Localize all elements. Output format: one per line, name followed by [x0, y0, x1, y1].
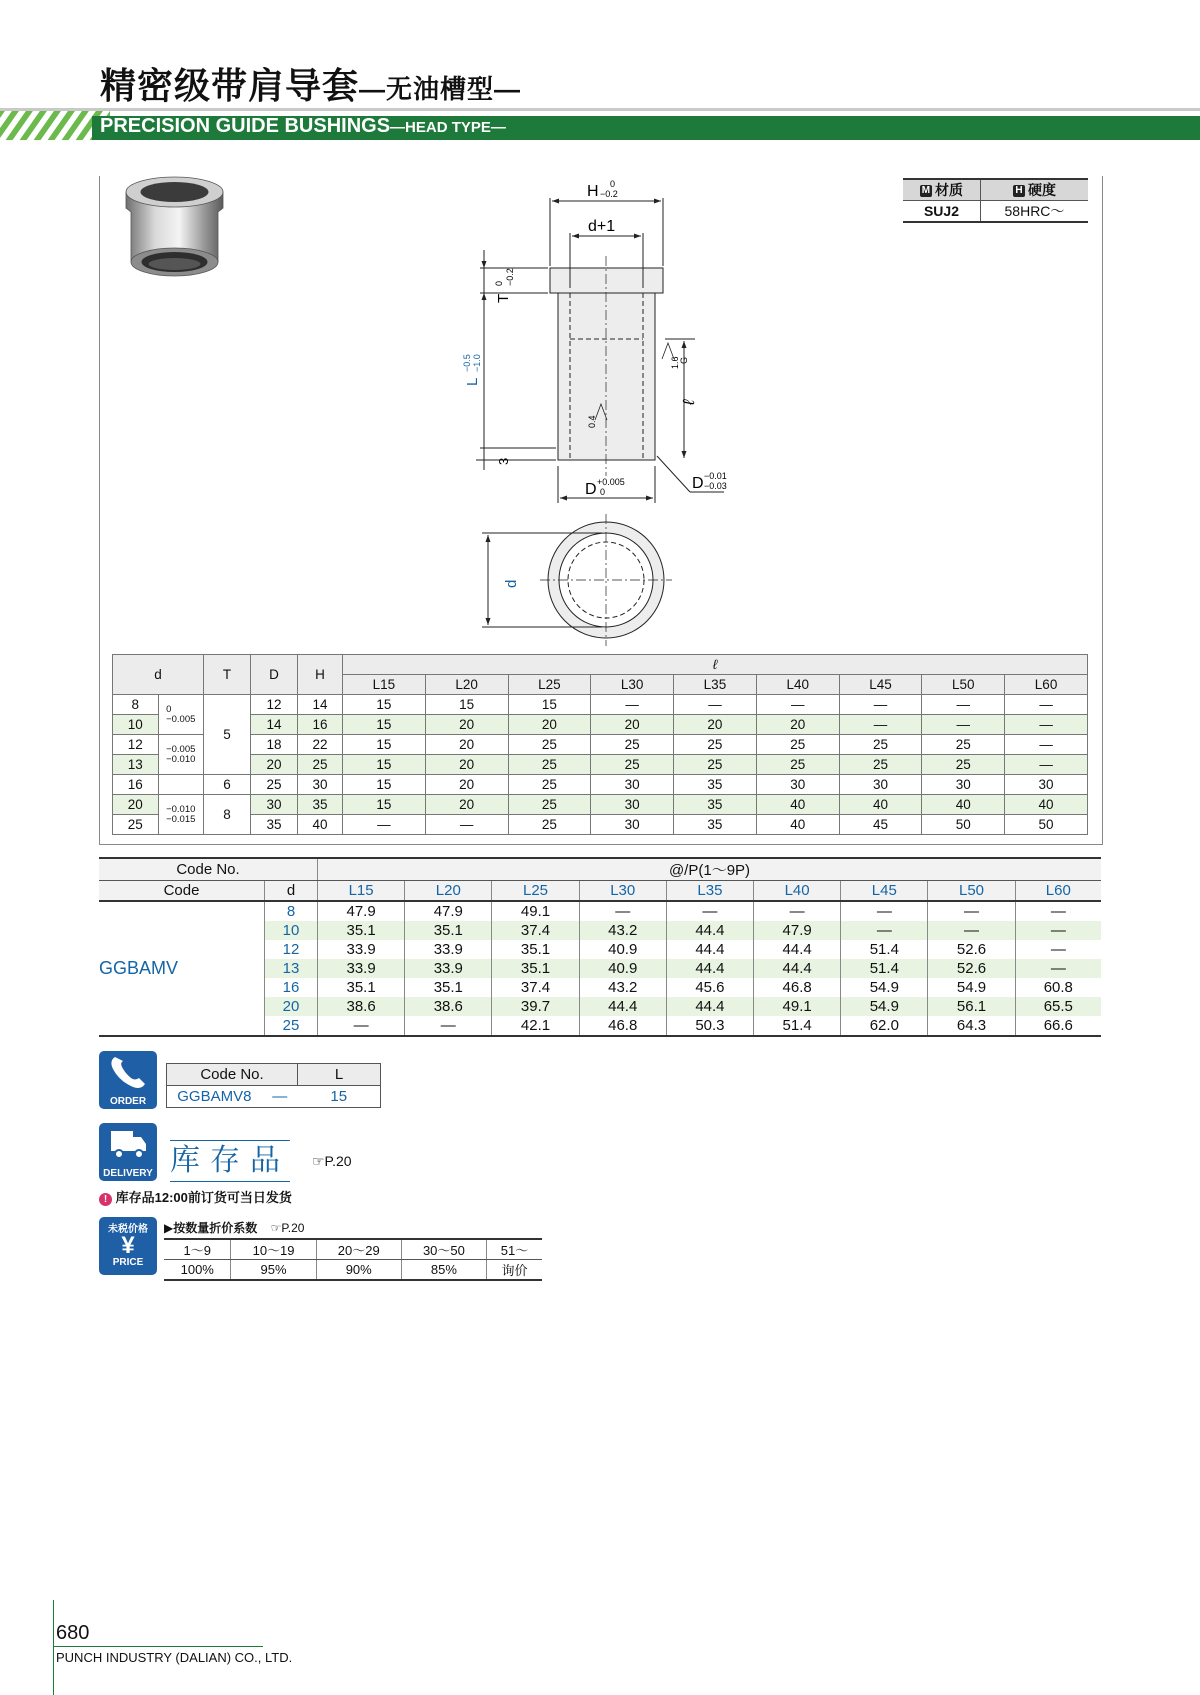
dim-cell-ell: 20: [425, 755, 508, 775]
price-cell: —: [579, 901, 666, 921]
dim-cell-ell: 40: [756, 815, 839, 835]
price-cell: 35.1: [405, 978, 492, 997]
price-icon-label: PRICE: [112, 1257, 144, 1268]
price-cell: 35.1: [492, 959, 579, 978]
dim-cell-ell: 20: [674, 715, 757, 735]
phone-icon: [99, 1051, 157, 1093]
dim-cell-ell: 20: [425, 715, 508, 735]
dim-lcol-header: L35: [674, 675, 757, 695]
price-cell: 40.9: [579, 940, 666, 959]
price-cell-d: 12: [265, 940, 318, 959]
dm-dim-label: D: [692, 475, 704, 492]
dim-header-H: H: [298, 655, 343, 695]
dim-cell-H: 14: [298, 695, 343, 715]
bushing-photo: [122, 174, 227, 289]
price-cell: 44.4: [754, 959, 841, 978]
price-lcol-header: L20: [405, 881, 492, 902]
order-l-example: 15: [298, 1086, 381, 1108]
material-table: [903, 178, 1088, 223]
company-name: PUNCH INDUSTRY (DALIAN) CO., LTD.: [56, 1650, 293, 1665]
dim-cell-H: 30: [298, 775, 343, 795]
price-cell: 54.9: [841, 978, 928, 997]
discount-qty-cell: 1～9: [164, 1239, 231, 1260]
price-cell-d: 25: [265, 1016, 318, 1036]
material-badge: M: [921, 185, 931, 197]
price-cell: 52.6: [928, 940, 1015, 959]
price-cell: 46.8: [579, 1016, 666, 1036]
price-cell-d: 16: [265, 978, 318, 997]
price-cell: 44.4: [666, 997, 753, 1016]
dp-dim-label: D: [585, 481, 597, 498]
price-lcol-header: L50: [928, 881, 1015, 902]
material-header: [903, 179, 980, 201]
price-cell: —: [405, 1016, 492, 1036]
dim-cell-D: 12: [251, 695, 298, 715]
dim-cell-ell: 25: [839, 755, 922, 775]
dim-cell-ell: 30: [922, 775, 1005, 795]
dim-cell-D: 20: [251, 755, 298, 775]
price-cell: —: [1015, 940, 1101, 959]
dim-header-D: D: [251, 655, 298, 695]
dim-cell-d: 8: [113, 695, 159, 715]
price-header-code: Code: [99, 881, 265, 902]
dim-cell-ell: 25: [591, 755, 674, 775]
dim-table-row: [113, 715, 1088, 735]
l-tol-top: −0.5: [462, 354, 472, 372]
dim-cell-d: 16: [113, 775, 159, 795]
price-cell-d: 20: [265, 997, 318, 1016]
price-cell: 50.3: [666, 1016, 753, 1036]
price-cell: 47.9: [754, 921, 841, 940]
discount-title: [164, 1219, 304, 1236]
tolerance-bottom: −0.005: [166, 713, 196, 725]
dim-cell-ell: 15: [425, 695, 508, 715]
dim-cell-D: 18: [251, 735, 298, 755]
bushing-drawing: [440, 176, 760, 646]
dim-cell-ell: 15: [343, 695, 426, 715]
dim-cell-ell: 25: [508, 775, 591, 795]
price-cell: 44.4: [666, 921, 753, 940]
dim-table-row: [113, 815, 1088, 835]
l-dim-label: L: [464, 377, 481, 386]
order-icon: [99, 1051, 157, 1109]
price-icon: [99, 1217, 157, 1275]
hardness-header-label: 硬度: [1027, 182, 1056, 198]
delivery-icon-label: DELIVERY: [103, 1168, 153, 1179]
price-lcol-header: L60: [1015, 881, 1101, 902]
price-cell: 54.9: [928, 978, 1015, 997]
price-lcol-header: L30: [579, 881, 666, 902]
price-cell: 35.1: [492, 940, 579, 959]
hardness-badge: H: [1013, 185, 1025, 197]
dim-cell-ell: —: [839, 715, 922, 735]
price-cell: 39.7: [492, 997, 579, 1016]
price-cell: 37.4: [492, 921, 579, 940]
price-header-unit: @/P(1～9P): [318, 858, 1102, 881]
price-cell: 60.8: [1015, 978, 1101, 997]
ell-dim-label: ℓ: [681, 399, 698, 405]
price-cell: 51.4: [841, 940, 928, 959]
dim-cell-ell: 15: [343, 735, 426, 755]
dim-cell-ell: 35: [674, 815, 757, 835]
stock-note: [99, 1187, 292, 1206]
footer-rule-vertical: [53, 1600, 54, 1695]
dim-cell-ell: 15: [343, 755, 426, 775]
dim-cell-ell: 30: [756, 775, 839, 795]
title-en-sub: —HEAD TYPE—: [390, 119, 506, 136]
order-code-example: [167, 1086, 298, 1108]
dim-cell-ell: —: [674, 695, 757, 715]
page-title-cn: [100, 58, 521, 109]
dim-cell-ell: 45: [839, 815, 922, 835]
discount-qty-cell: 10～19: [231, 1239, 316, 1260]
tolerance-bottom: −0.010: [166, 753, 196, 765]
dim-cell-H: 22: [298, 735, 343, 755]
dimension-table: [112, 654, 1088, 835]
order-dash: —: [272, 1088, 288, 1105]
dim-cell-ell: 35: [674, 775, 757, 795]
small-d-label: d: [503, 579, 520, 588]
dim-cell-ell: —: [343, 815, 426, 835]
roughness-g: G: [679, 356, 689, 364]
price-cell: 51.4: [754, 1016, 841, 1036]
hardness-header: [980, 179, 1088, 201]
t-tol-bot: −0.2: [505, 268, 515, 286]
dim-cell-D: 14: [251, 715, 298, 735]
dim-cell-d: 20: [113, 795, 159, 815]
price-cell: —: [1015, 921, 1101, 940]
stock-ref-link[interactable]: ☞P.20: [312, 1153, 352, 1169]
price-cell: —: [318, 1016, 405, 1036]
stock-title: 库存品: [170, 1140, 290, 1182]
price-cell: 45.6: [666, 978, 753, 997]
price-header-d: d: [265, 881, 318, 902]
dim-lcol-header: L25: [508, 675, 591, 695]
dim-cell-ell: 20: [591, 715, 674, 735]
dim-cell-tolerance-empty: [158, 775, 204, 795]
tolerance-stack: [166, 745, 195, 765]
price-cell: 43.2: [579, 921, 666, 940]
dim-cell-ell: 40: [1005, 795, 1088, 815]
price-cell: —: [754, 901, 841, 921]
price-cell: 56.1: [928, 997, 1015, 1016]
price-lcol-header: L35: [666, 881, 753, 902]
price-lcol-header: L40: [754, 881, 841, 902]
price-cell: 64.3: [928, 1016, 1015, 1036]
dim-cell-ell: 25: [508, 795, 591, 815]
price-cell: 44.4: [666, 959, 753, 978]
truck-icon: [99, 1123, 157, 1165]
roughness-inner: 0.4: [587, 415, 597, 428]
price-cell: —: [841, 901, 928, 921]
dim-lcol-header: L30: [591, 675, 674, 695]
dim-cell-ell: 40: [756, 795, 839, 815]
dim-cell-ell: 25: [508, 815, 591, 835]
delivery-icon: [99, 1123, 157, 1181]
price-cell-d: 13: [265, 959, 318, 978]
price-cell: 33.9: [405, 959, 492, 978]
price-cell: 46.8: [754, 978, 841, 997]
dim-cell-H: 35: [298, 795, 343, 815]
price-cell: 38.6: [405, 997, 492, 1016]
price-icon-top: 未税价格: [108, 1224, 148, 1235]
dim-cell-ell: —: [425, 815, 508, 835]
price-cell: —: [928, 921, 1015, 940]
tolerance-bottom: −0.015: [166, 813, 196, 825]
dm-tol-bot: −0.03: [704, 481, 727, 491]
price-cell: —: [666, 901, 753, 921]
dim-lcol-header: L45: [839, 675, 922, 695]
dim-cell-D: 25: [251, 775, 298, 795]
discount-qty-cell: 51～: [486, 1239, 542, 1260]
price-cell: —: [928, 901, 1015, 921]
price-cell: 35.1: [318, 921, 405, 940]
tolerance-stack: [166, 805, 195, 825]
dim-lcol-header: L20: [425, 675, 508, 695]
dim-cell-ell: 15: [343, 795, 426, 815]
dim-cell-tolerance: [158, 695, 204, 735]
dim-cell-ell: 30: [591, 815, 674, 835]
price-lcol-header: L45: [841, 881, 928, 902]
order-example-table: [166, 1063, 381, 1108]
price-cell: 47.9: [405, 901, 492, 921]
dim-cell-H: 16: [298, 715, 343, 735]
dim-cell-ell: 20: [425, 735, 508, 755]
price-cell: 62.0: [841, 1016, 928, 1036]
dim-cell-d: 10: [113, 715, 159, 735]
tolerance-top: 0: [166, 703, 172, 715]
order-code: GGBAMV8: [177, 1088, 252, 1105]
roughness-outer: 1.6: [670, 356, 680, 369]
title-cn-sub: —无油槽型—: [359, 74, 522, 104]
dim-cell-ell: 15: [343, 715, 426, 735]
tolerance-top: −0.005: [166, 743, 196, 755]
dim-cell-ell: 30: [839, 775, 922, 795]
price-cell: 33.9: [318, 959, 405, 978]
dim-cell-H: 25: [298, 755, 343, 775]
price-cell: 38.6: [318, 997, 405, 1016]
dim-cell-ell: 25: [508, 735, 591, 755]
dim-cell-ell: 40: [922, 795, 1005, 815]
dim-cell-ell: —: [1005, 735, 1088, 755]
l-tol-bot: −1.0: [472, 354, 482, 372]
price-code: GGBAMV: [99, 901, 265, 1036]
price-cell: 52.6: [928, 959, 1015, 978]
tolerance-top: −0.010: [166, 803, 196, 815]
dim-cell-t: 5: [204, 695, 251, 775]
dim-table-row: [113, 795, 1088, 815]
price-cell: 54.9: [841, 997, 928, 1016]
price-cell: 35.1: [405, 921, 492, 940]
discount-table: [164, 1238, 542, 1281]
h-tol-top: 0: [610, 179, 616, 189]
dp-tol-bot: 0: [600, 487, 606, 497]
price-cell: 47.9: [318, 901, 405, 921]
order-header-codeno: Code No.: [167, 1064, 298, 1086]
discount-qty-cell: 20～29: [316, 1239, 401, 1260]
order-header-l: L: [298, 1064, 381, 1086]
dim-cell-ell: 15: [508, 695, 591, 715]
dim-table-row: [113, 735, 1088, 755]
price-cell: —: [841, 921, 928, 940]
dim-cell-ell: —: [839, 695, 922, 715]
dim-cell-ell: 30: [591, 775, 674, 795]
price-cell: 42.1: [492, 1016, 579, 1036]
price-header-codeno: Code No.: [99, 858, 318, 881]
price-table: [99, 857, 1101, 1037]
dim-header-d: d: [113, 655, 204, 695]
alert-icon: !: [99, 1193, 112, 1206]
t-tol-top: 0: [494, 280, 504, 286]
dim-lcol-header: L50: [922, 675, 1005, 695]
dim-header-t: T: [204, 655, 251, 695]
dim-cell-ell: 25: [674, 755, 757, 775]
dim-cell-ell: 25: [508, 755, 591, 775]
price-cell: 51.4: [841, 959, 928, 978]
tolerance-stack: [166, 705, 195, 725]
price-cell: 44.4: [666, 940, 753, 959]
price-cell-d: 8: [265, 901, 318, 921]
footer-rule-horizontal: [53, 1646, 263, 1647]
dim-cell-ell: —: [922, 715, 1005, 735]
discount-title-text: ▶按数量折价系数: [164, 1221, 258, 1235]
dm-tol-top: −0.01: [704, 471, 727, 481]
dim-cell-ell: 30: [591, 795, 674, 815]
dim-cell-H: 40: [298, 815, 343, 835]
dim-cell-ell: 40: [839, 795, 922, 815]
dim-cell-ell: 50: [1005, 815, 1088, 835]
dim-cell-ell: —: [1005, 715, 1088, 735]
dim-cell-ell: —: [922, 695, 1005, 715]
dp-tol-top: +0.005: [597, 477, 625, 487]
dim-cell-d: 13: [113, 755, 159, 775]
dim-table-row: [113, 755, 1088, 775]
t-dim-label: T: [495, 293, 512, 303]
price-cell: 33.9: [318, 940, 405, 959]
price-cell: 40.9: [579, 959, 666, 978]
dim-cell-D: 30: [251, 795, 298, 815]
dim-cell-D: 35: [251, 815, 298, 835]
dim-table-row: [113, 695, 1088, 715]
discount-qty-cell: 30～50: [401, 1239, 486, 1260]
dim-cell-ell: 20: [425, 775, 508, 795]
discount-rate-cell: 85%: [401, 1260, 486, 1281]
title-cn-main: 精密级带肩导套: [100, 65, 360, 106]
dim-cell-tolerance: [158, 795, 204, 835]
dim-cell-ell: 25: [922, 735, 1005, 755]
title-en-main: PRECISION GUIDE BUSHINGS: [100, 115, 391, 137]
price-lcol-header: L15: [318, 881, 405, 902]
dim-cell-d: 25: [113, 815, 159, 835]
dim-cell-ell: 25: [756, 755, 839, 775]
price-cell: 44.4: [579, 997, 666, 1016]
price-cell: —: [1015, 959, 1101, 978]
discount-rate-cell: 100%: [164, 1260, 231, 1281]
price-cell: 35.1: [318, 978, 405, 997]
price-cell: 49.1: [492, 901, 579, 921]
price-cell: 37.4: [492, 978, 579, 997]
h-tol-bot: −0.2: [600, 189, 618, 199]
discount-rate-cell: 90%: [316, 1260, 401, 1281]
dim-cell-ell: —: [1005, 695, 1088, 715]
dim-cell-ell: 25: [591, 735, 674, 755]
dim-cell-d: 12: [113, 735, 159, 755]
dim-cell-ell: 30: [1005, 775, 1088, 795]
price-table-row: [99, 901, 1101, 921]
dim-cell-ell: 50: [922, 815, 1005, 835]
price-cell: —: [1015, 901, 1101, 921]
dim-cell-ell: —: [1005, 755, 1088, 775]
order-icon-label: ORDER: [109, 1096, 147, 1107]
price-cell: 66.6: [1015, 1016, 1101, 1036]
dim-cell-ell: 25: [756, 735, 839, 755]
price-cell-d: 10: [265, 921, 318, 940]
dim-lcol-header: L40: [756, 675, 839, 695]
material-header-label: 材质: [934, 182, 963, 198]
dim-cell-ell: 25: [674, 735, 757, 755]
price-cell: 33.9: [405, 940, 492, 959]
h-dim-label: H: [587, 183, 599, 200]
dim-cell-tolerance: [158, 735, 204, 775]
stock-note-text: 库存品12:00前订货可当日发货: [115, 1190, 292, 1205]
dim-cell-ell: 15: [343, 775, 426, 795]
price-cell: 65.5: [1015, 997, 1101, 1016]
price-lcol-header: L25: [492, 881, 579, 902]
material-value: SUJ2: [903, 201, 980, 223]
price-cell: 49.1: [754, 997, 841, 1016]
yen-icon: ¥: [121, 1232, 135, 1259]
dim-cell-ell: 20: [425, 795, 508, 815]
d1-dim-label: d+1: [588, 218, 616, 235]
three-dim-label: 3: [496, 457, 511, 465]
discount-rate-cell: 询价: [486, 1260, 542, 1281]
dim-lcol-header: L60: [1005, 675, 1088, 695]
price-cell: 43.2: [579, 978, 666, 997]
discount-rate-cell: 95%: [231, 1260, 316, 1281]
dim-lcol-header: L15: [343, 675, 426, 695]
dim-cell-ell: 35: [674, 795, 757, 815]
dim-cell-t: 8: [204, 795, 251, 835]
dim-cell-ell: 20: [756, 715, 839, 735]
page-number: 680: [56, 1622, 90, 1644]
dim-table-row: [113, 775, 1088, 795]
dim-cell-ell: 25: [922, 755, 1005, 775]
page-title-en: [100, 115, 506, 138]
dim-header-ell: ℓ: [343, 655, 1088, 675]
dim-cell-ell: —: [756, 695, 839, 715]
dim-cell-ell: 20: [508, 715, 591, 735]
discount-ref-link[interactable]: ☞P.20: [270, 1221, 305, 1235]
dim-cell-ell: —: [591, 695, 674, 715]
dim-cell-ell: 25: [839, 735, 922, 755]
price-cell: 44.4: [754, 940, 841, 959]
dim-cell-t: 6: [204, 775, 251, 795]
hardness-value: 58HRC～: [980, 201, 1088, 223]
